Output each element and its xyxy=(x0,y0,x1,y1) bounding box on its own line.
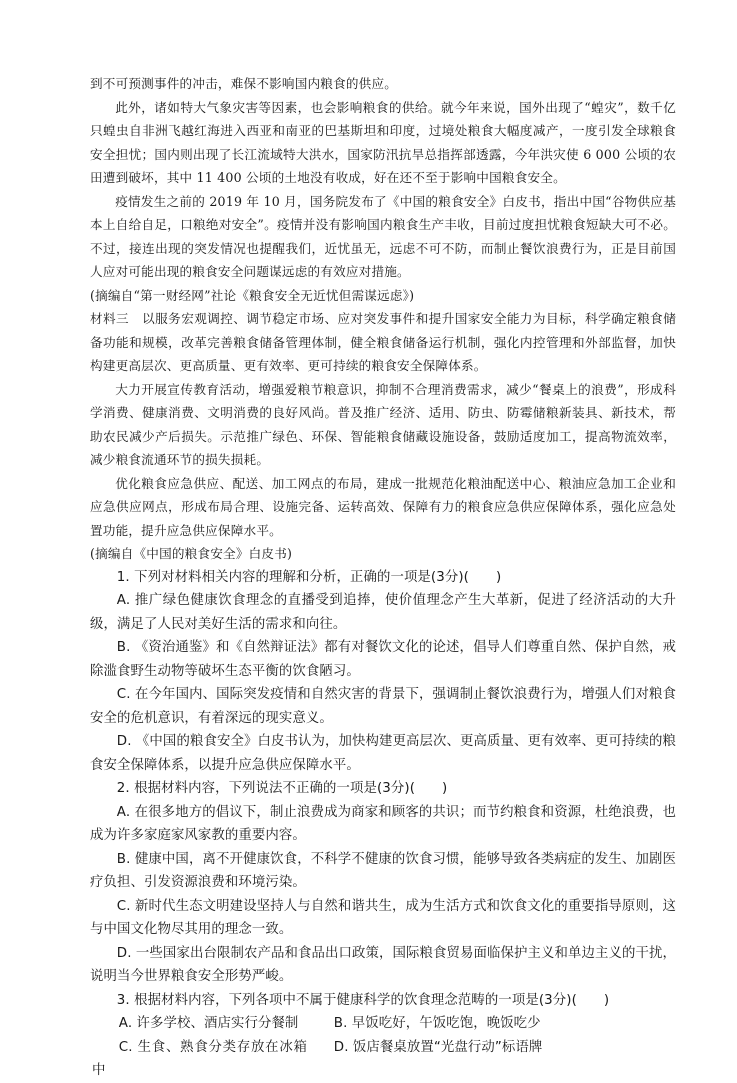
material2-paragraph-1: 此外，诸如特大气象灾害等因素，也会影响粮食的供给。就今年来说，国外出现了“蝗灾”，数千亿只蝗虫自非洲飞越红海进入西亚和南亚的巴基斯坦和印度，过境处粮食大幅度减产，一度引发全球粮食安全担忧；国内则出现了长江流域特大洪水，国家防汛抗旱总指挥部透露，今年洪灾使 6 000 公顷的农田遭到破坏，其中 11 400 公顷的土地没有收成，好在还不至于影响中国粮食安全。 xyxy=(90,99,676,185)
material3-paragraph-3: 优化粮食应急供应、配送、加工网点的布局，建成一批规范化粮油配送中心、粮油应急加工企业和应急供应网点，形成布局合理、设施完备、运转高效、保障有力的粮食应急供应保障体系，强化应急处置功能，提升应急供应保障水平。 xyxy=(90,475,676,538)
material2-paragraph-0: 到不可预测事件的冲击，难保不影响国内粮食的供应。 xyxy=(90,76,398,91)
question-stem: 2. 根据材料内容，下列说法不正确的一项是(3分)( ) xyxy=(116,781,448,796)
question-1 xyxy=(90,566,676,778)
question-3 xyxy=(90,989,676,1083)
option-c: C. 在今年国内、国际突发疫情和自然灾害的背景下，强调制止餐饮浪费行为，增强人们对粮食安全的危机意识，有着深远的现实意义。 xyxy=(90,687,676,726)
document-body xyxy=(90,72,676,1083)
options-row-2 xyxy=(90,1036,676,1083)
option-a: A. 许多学校、酒店实行分餐制 xyxy=(118,1016,299,1031)
material3-source: (摘编自《中国的粮食安全》白皮书) xyxy=(90,546,293,561)
option-c: C. 生食、熟食分类存放在冰箱中 xyxy=(92,1039,307,1078)
option-d: D. 一些国家出台限制农产品和食品出口政策，国际粮食贸易面临保护主义和单边主义的干扰，说明当今世界粮食安全形势严峻。 xyxy=(90,945,676,984)
option-d: D. 饭店餐桌放置“光盘行动”标语牌 xyxy=(333,1039,543,1055)
question-stem: 1. 下列对材料相关内容的理解和分析，正确的一项是(3分)( ) xyxy=(116,569,502,585)
material3-paragraph-2: 大力开展宣传教育活动，增强爱粮节粮意识，抑制不合理消费需求，减少“餐桌上的浪费”，形成科学消费、健康消费、文明消费的良好风尚。普及推广经济、适用、防虫、防霉储粮新装具、新技术，帮助农民减少产后损失。示范推广绿色、环保、智能粮食储藏设施设备，鼓励适度加工，提高物流效率，减少粮食流通环节的损失损耗。 xyxy=(90,381,676,467)
question-stem: 3. 根据材料内容，下列各项中不属于健康科学的饮食理念范畴的一项是(3分)( ) xyxy=(116,992,610,1008)
option-a: A. 推广绿色健康饮食理念的直播受到追捧，使价值理念产生大革新，促进了经济活动的大升级，满足了人民对美好生活的需求和向往。 xyxy=(90,593,676,632)
material2-paragraph-2: 疫情发生之前的 2019 年 10 月，国务院发布了《中国的粮食安全》白皮书，指出中国“谷物供应基本上自给自足，口粮绝对安全”。疫情并没有影响国内粮食生产丰收，目前过度担忧粮食短缺大可不必。不过，接连出现的突发情况也提醒我们，近忧虽无，远虑不可不防，而制止餐饮浪费行为，正是目前国人应对可能出现的粮食安全问题谋远虑的有效应对措施。 xyxy=(90,193,676,279)
option-b: B. 健康中国，离不开健康饮食，不科学不健康的饮食习惯，能够导致各类病症的发生、加剧医疗负担、引发资源浪费和环境污染。 xyxy=(90,851,676,890)
option-d: D. 《中国的粮食安全》白皮书认为，加快构建更高层次、更高质量、更有效率、更可持续的粮食安全保障体系，以提升应急供应保障水平。 xyxy=(90,734,676,773)
material3-paragraph-1: 材料三 以服务宏观调控、调节稳定市场、应对突发事件和提升国家安全能力为目标，科学确定粮食储备功能和规模，改革完善粮食储备管理体制，健全粮食储备运行机制，强化内控管理和外部监督，加快构建更高层次、更高质量、更有效率、更可持续的粮食安全保障体系。 xyxy=(90,311,676,373)
options-row-1 xyxy=(90,1012,676,1036)
option-b: B. 《资治通鉴》和《自然辩证法》都有对餐饮文化的论述，倡导人们尊重自然、保护自然，戒除滥食野生动物等破坏生态平衡的饮食陋习。 xyxy=(90,640,676,679)
material2-source: (摘编自“第一财经网”社论《粮食安全无近忧但需谋远虑》) xyxy=(90,287,415,303)
option-b: B. 早饭吃好，午饭吃饱，晚饭吃少 xyxy=(333,1016,541,1031)
option-a: A. 在很多地方的倡议下，制止浪费成为商家和顾客的共识；而节约粮食和资源，杜绝浪费，也成为许多家庭家风家教的重要内容。 xyxy=(90,804,676,843)
question-2 xyxy=(90,777,676,989)
option-c: C. 新时代生态文明建设坚持人与自然和谐共生，成为生活方式和饮食文化的重要指导原则，这与中国文化物尽其用的理念一致。 xyxy=(90,898,676,937)
